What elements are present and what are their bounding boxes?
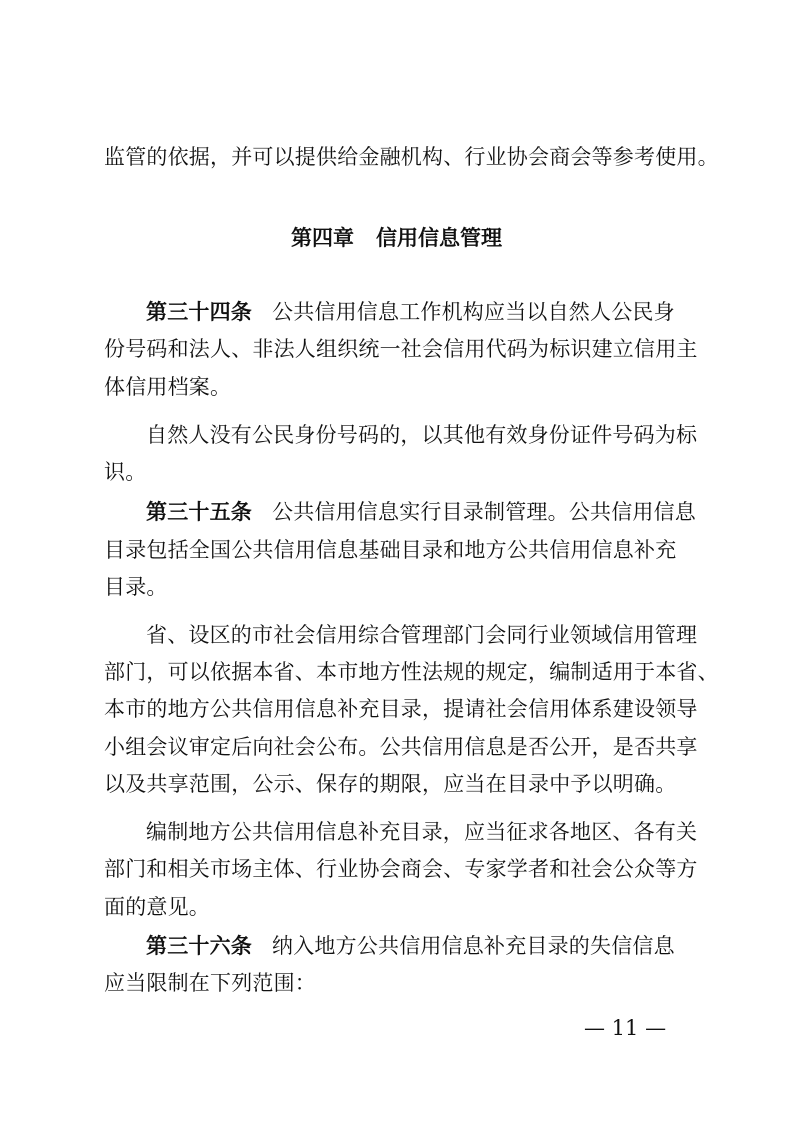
article-36-line-2: 应当限制在下列范围： — [104, 971, 316, 995]
article-35-line-2: 目录包括全国公共信用信息基础目录和地方公共信用信息补充 — [104, 538, 677, 562]
article-35-para2-line-5: 以及共享范围，公示、保存的期限，应当在目录中予以明确。 — [104, 772, 677, 796]
article-34-para2-line-1: 自然人没有公民身份号码的，以其他有效身份证件号码为标 — [146, 423, 698, 447]
article-36-line-1 — [146, 932, 694, 960]
article-34-line-3: 体信用档案。 — [104, 375, 232, 399]
article-35-line-1 — [146, 498, 694, 526]
article-35-para2-line-1: 省、设区的市社会信用综合管理部门会同行业领域信用管理 — [146, 623, 698, 647]
article-35-para3-line-2: 部门和相关市场主体、行业协会商会、专家学者和社会公众等方 — [104, 857, 698, 881]
chapter-heading — [0, 224, 793, 252]
article-34-line-2: 份号码和法人、非法人组织统一社会信用代码为标识建立信用主 — [104, 337, 698, 361]
article-34-number: 第三十四条 — [146, 300, 252, 324]
article-35-para3-line-1: 编制地方公共信用信息补充目录，应当征求各地区、各有关 — [146, 820, 698, 844]
article-35-text: 公共信用信息实行目录制管理。公共信用信息 — [272, 500, 696, 524]
article-35-para2-line-4: 小组会议审定后向社会公布。公共信用信息是否公开，是否共享 — [104, 735, 698, 759]
article-35-line-3: 目录。 — [104, 575, 168, 599]
article-34-text: 公共信用信息工作机构应当以自然人公民身 — [272, 300, 675, 324]
article-34-line-1 — [146, 298, 694, 326]
article-35-para2-line-3: 本市的地方公共信用信息补充目录，提请社会信用体系建设领导 — [104, 697, 698, 721]
article-36-text: 纳入地方公共信用信息补充目录的失信信息 — [272, 934, 675, 958]
continuation-line: 监管的依据，并可以提供给金融机构、行业协会商会等参考使用。 — [104, 145, 719, 169]
article-35-number: 第三十五条 — [146, 500, 252, 524]
article-35-para3-line-3: 面的意见。 — [104, 895, 210, 919]
article-35-para2-line-2: 部门，可以依据本省、本市地方性法规的规定，编制适用于本省、 — [104, 660, 719, 684]
page-number: — 11 — — [584, 1016, 667, 1040]
article-34-para2-line-2: 识。 — [104, 460, 147, 484]
article-36-number: 第三十六条 — [146, 934, 252, 958]
chapter-number: 第四章 — [291, 226, 354, 250]
chapter-title: 信用信息管理 — [376, 226, 502, 250]
